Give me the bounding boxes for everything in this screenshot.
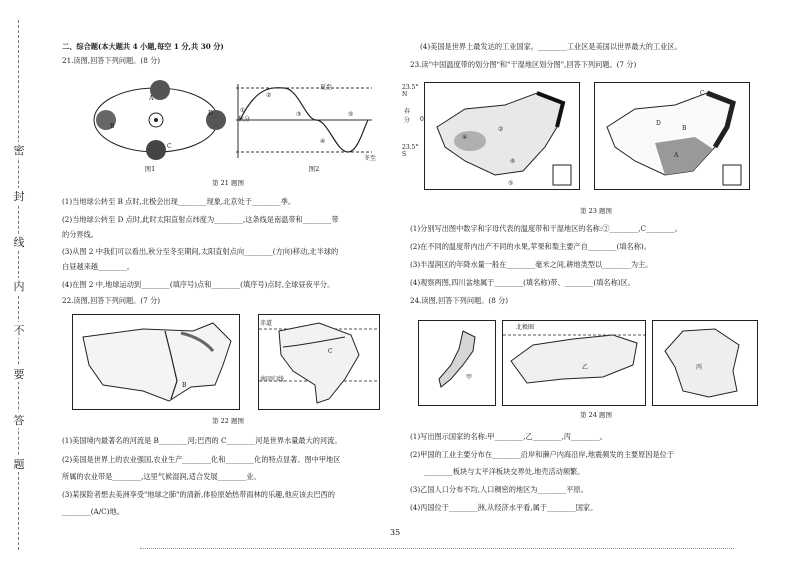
- q22-heading: 22.读图,回答下列问题。(7 分): [62, 296, 161, 305]
- q22-1: (1)美国境内最著名的河流是 B________河;巴西的 C________河是世界水量最大的河流。: [62, 436, 342, 445]
- graph-label-chunfen: 春分: [404, 108, 411, 124]
- q21-1: (1)当地球公转至 B 点时,北极会出现________现象,北京处于________季。: [62, 197, 296, 206]
- q21-2a: (2)当地球公转至 D 点时,此时太阳直射点纬度为________,这条线是南温带和________带: [62, 215, 339, 224]
- fig23-caption: 第 23 题图: [580, 207, 612, 215]
- bottom-divider: [140, 548, 734, 549]
- fig24-caption: 第 24 题图: [580, 411, 612, 419]
- binding-margin: [4, 20, 38, 550]
- graph-label-n235: 23.5° N: [402, 84, 419, 98]
- fig21-sub1: 图1: [144, 165, 156, 173]
- orbit-diagram: [76, 70, 236, 170]
- q23-4: (4)观察两图,四川盆地属于________(填名称)带、________(填名称)区。: [410, 278, 635, 287]
- graph-point-1: ①: [240, 107, 246, 114]
- q21-3a: (3)从图 2 中我们可以看出,秋分至冬至期间,太阳直射点向________(方向)移动,北半球的: [62, 247, 339, 256]
- fig21-caption: 第 21 题图: [212, 179, 244, 187]
- map-label-jia: 甲: [466, 374, 473, 381]
- q24-heading: 24.读图,回答下列问题。(8 分): [410, 296, 509, 305]
- china-temp-label-2: ②: [498, 126, 504, 133]
- usa-label-b: B: [182, 382, 187, 389]
- q21-2b: 的分界线。: [62, 230, 98, 239]
- q23-heading: 23.读"中国温度带的划分图"和"干湿地区划分图",回答下列问题。(7 分): [410, 60, 637, 69]
- q22-3b: ________(A/C)地。: [62, 507, 124, 516]
- q24-2a: (2)甲国的工业主要分布在________沿岸和濑户内海沿岸,地震频发的主要原因是位于: [410, 450, 675, 459]
- q22-4: (4)美国是世界上最发达的工业国家。________工业区是美国以世界最大的工业区。: [420, 42, 682, 51]
- margin-char: 不: [7, 322, 31, 338]
- china-temp-label-4: ④: [462, 134, 468, 141]
- graph-label-s235: 23.5° S: [402, 144, 419, 158]
- q23-3: (3)半湿润区的年降水量一般在________毫米之间,耕地类型以________为主。: [410, 260, 653, 269]
- china-moist-label-a: A: [674, 152, 679, 159]
- brazil-label-equator: 赤道: [260, 320, 273, 327]
- graph-point-3: ③: [296, 111, 302, 118]
- graph-point-4: ④: [320, 138, 326, 145]
- margin-char: 封: [7, 188, 31, 204]
- china-moist-label-c: C: [700, 90, 705, 97]
- brazil-label-c: C: [328, 348, 333, 355]
- section-heading: 二、综合题(本大题共 4 小题,每空 1 分,共 30 分): [62, 42, 224, 51]
- q24-1: (1)写出图示国家的名称:甲________,乙________,丙________。: [410, 432, 607, 441]
- fig21-sub2: 图2: [308, 165, 320, 173]
- margin-char: 题: [7, 456, 31, 472]
- orbit-label-d: D: [208, 110, 213, 117]
- orbit-label-c: C: [167, 143, 172, 150]
- graph-label-dongzhi: 冬至: [364, 155, 377, 162]
- map-label-arctic: 北极圈: [516, 324, 535, 331]
- china-moisture-map: [594, 82, 750, 190]
- usa-map: [72, 314, 240, 410]
- q24-3: (3)乙国人口分布不均,人口稠密的地区为________平原。: [410, 485, 588, 494]
- graph-label-xiazhi: 夏至: [320, 84, 333, 91]
- graph-point-5: ⑤: [348, 111, 354, 118]
- q24-2b: ________板块与太平洋板块交界处,地壳活动频繁。: [424, 467, 585, 476]
- q24-4: (4)丙国位于________洲,从经济水平看,属于________国家。: [410, 503, 598, 512]
- q21-4: (4)在图 2 中,地球运动到________(填序号)点和________(填序号)点时,全球昼夜平分。: [62, 280, 335, 289]
- q22-2b: 所属的农业带是________,这里气候湿润,适合发展________业。: [62, 472, 261, 481]
- china-temp-label-6: ⑥: [510, 158, 516, 165]
- q22-2a: (2)美国是世界上的农业强国,农业生产________化和________化的特点显著。图中甲地区: [62, 455, 341, 464]
- brazil-map: [258, 314, 380, 410]
- orbit-label-a: A: [149, 95, 154, 102]
- japan-map: [418, 320, 496, 406]
- orbit-label-b: B: [110, 123, 115, 130]
- q23-1: (1)分别写出图中数字和字母代表的温度带和干湿地区的名称:②________,C________。: [410, 224, 682, 233]
- china-moist-label-b: B: [682, 125, 687, 132]
- map-label-bing: 丙: [696, 364, 703, 371]
- map-label-yi: 乙: [582, 364, 589, 371]
- q21-heading: 21.读图,回答下列问题。(8 分): [62, 56, 161, 65]
- q22-3a: (3)某探险者想去美洲享受"地球之肺"的清新,体验原始热带雨林的乐趣,他应该去巴西的: [62, 490, 335, 499]
- page-number: 35: [390, 528, 401, 537]
- sun-path-graph: [236, 82, 372, 162]
- china-temp-label-5: ⑤: [508, 180, 514, 187]
- q21-3b: 白昼越来越________。: [62, 262, 134, 271]
- graph-point-2: ②: [266, 92, 272, 99]
- margin-char: 答: [7, 412, 31, 428]
- france-map: [652, 320, 758, 406]
- china-moist-label-d: D: [656, 120, 661, 127]
- margin-char: 内: [7, 278, 31, 294]
- margin-char: 密: [7, 142, 31, 158]
- fig22-caption: 第 22 题图: [212, 417, 244, 425]
- china-temperature-map: [424, 82, 580, 190]
- graph-label-zero: 0°: [420, 116, 427, 123]
- brazil-label-tropic: 南回归线: [260, 376, 285, 383]
- q23-2: (2)在不同的温度带内出产不同的水果,苹果和梨主要产自________(填名称)。: [410, 242, 651, 251]
- margin-char: 要: [7, 366, 31, 382]
- margin-char: 线: [7, 234, 31, 250]
- russia-map: [502, 320, 646, 406]
- graph-label-qiufen: 秋分: [238, 116, 251, 123]
